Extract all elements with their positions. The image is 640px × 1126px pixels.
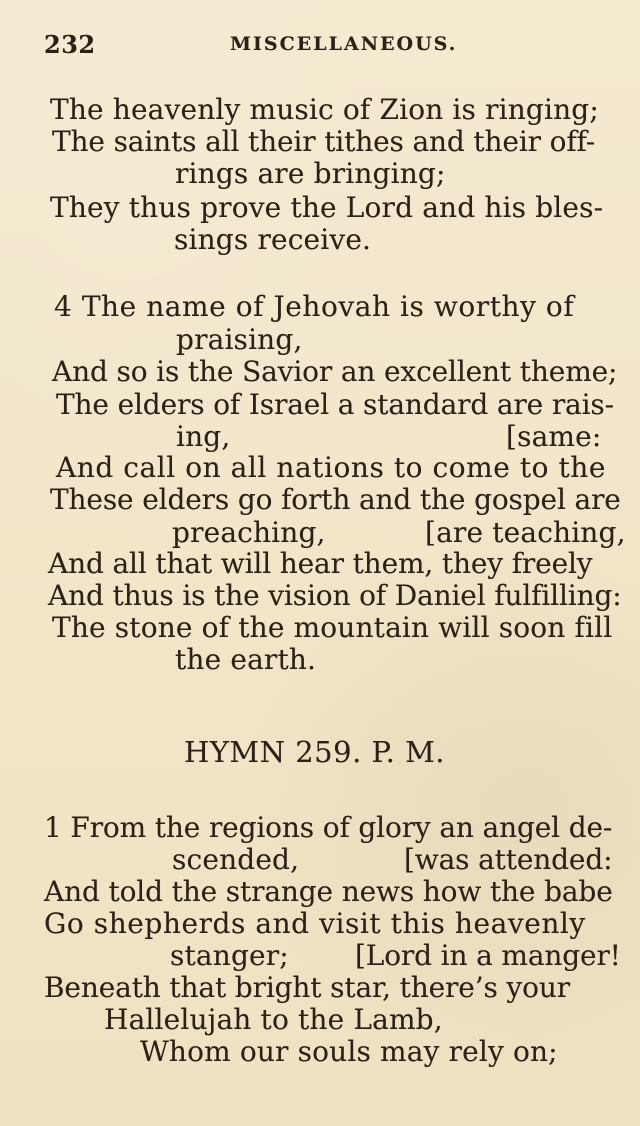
- verse-line: Beneath that bright star, there’s your: [44, 971, 570, 1004]
- verse-line: And told the strange news how the babe: [44, 875, 613, 908]
- verse-line: The saints all their tithes and their off-: [52, 125, 596, 158]
- verse-line: The stone of the mountain will soon fill: [52, 611, 613, 644]
- verse-line: These elders go forth and the gospel are: [50, 483, 621, 516]
- verse-line: They thus prove the Lord and his bles-: [50, 191, 604, 224]
- running-head: MISCELLANEOUS.: [230, 33, 458, 55]
- verse-line: And all that will hear them, they freely: [48, 547, 593, 580]
- verse-line: Hallelujah to the Lamb,: [104, 1003, 443, 1036]
- verse-line: ing,: [176, 420, 231, 453]
- verse-line: stanger;: [170, 939, 289, 972]
- page-number: 232: [44, 30, 96, 59]
- verse-line: Whom our souls may rely on;: [140, 1035, 558, 1068]
- verse-line: Go shepherds and visit this heavenly: [44, 907, 586, 940]
- verse-line: sings receive.: [174, 223, 372, 256]
- stanza-number-line: 4 The name of Jehovah is worthy of: [54, 290, 575, 323]
- verse-line: The heavenly music of Zion is ringing;: [50, 93, 599, 126]
- verse-line: the earth.: [175, 643, 317, 676]
- verse-line: And thus is the vision of Daniel fulfilling:: [48, 579, 622, 612]
- verse-line-bracket: [are teaching,: [425, 516, 626, 549]
- verse-line: preaching,: [172, 516, 326, 549]
- verse-line-bracket: [Lord in a manger!: [355, 939, 621, 972]
- verse-line: And so is the Savior an excellent theme;: [52, 355, 618, 388]
- verse-line-bracket: [same:: [506, 420, 602, 453]
- verse-line: rings are bringing;: [175, 157, 446, 190]
- verse-line: scended,: [172, 843, 300, 876]
- verse-line-bracket: [was attended:: [404, 843, 613, 876]
- verse-line: And call on all nations to come to the: [56, 451, 606, 484]
- verse-line: The elders of Israel a standard are rais-: [56, 388, 614, 421]
- page-header: [44, 30, 464, 60]
- hymn-title: HYMN 259. P. M.: [184, 735, 445, 769]
- verse-line: praising,: [176, 323, 303, 356]
- verse-line: 1 From the regions of glory an angel de-: [44, 811, 613, 844]
